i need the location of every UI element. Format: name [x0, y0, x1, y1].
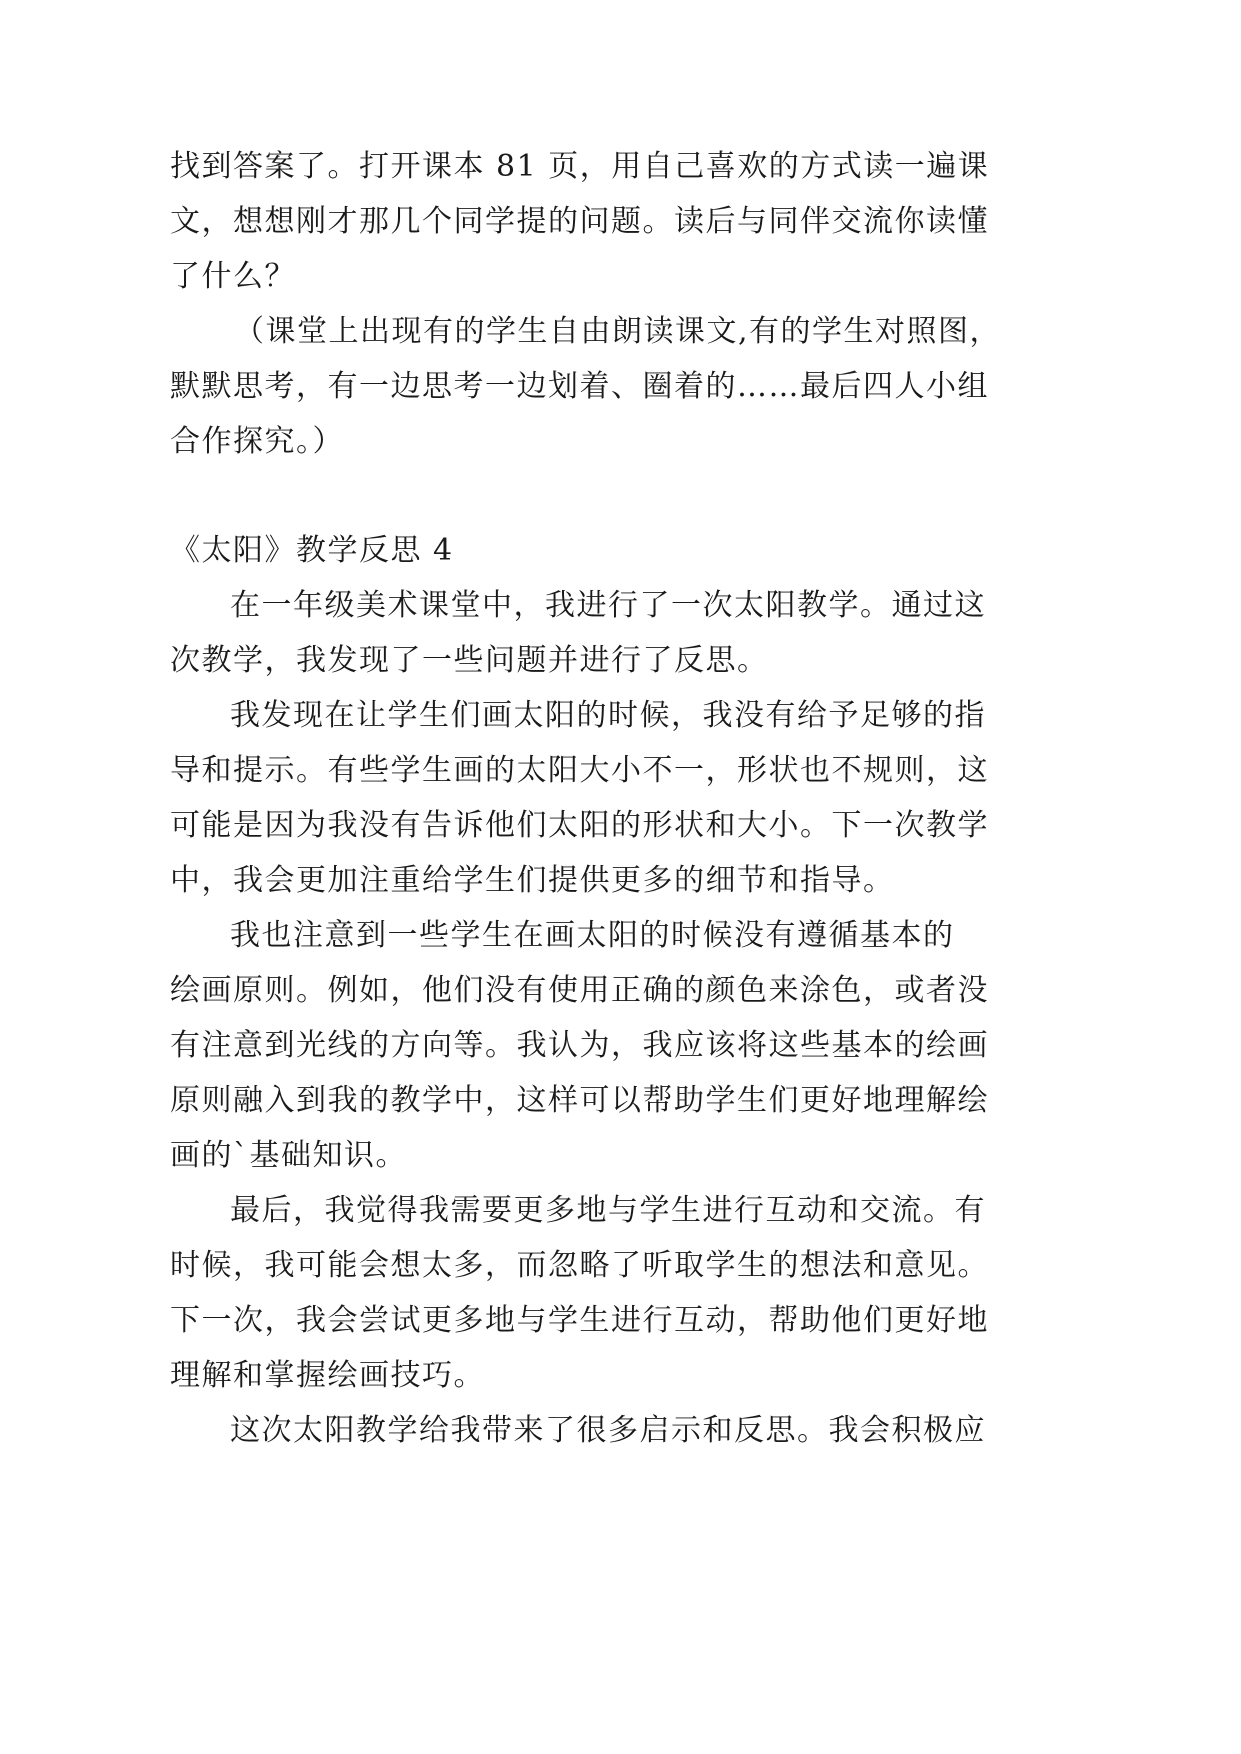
text-line: 在一年级美术课堂中，我进行了一次太阳教学。通过这 [230, 588, 986, 623]
text-line: 理解和掌握绘画技巧。 [170, 1358, 485, 1393]
text-line: （课堂上出现有的学生自由朗读课文,有的学生对照图， [234, 314, 1002, 349]
text-line: 绘画原则。例如，他们没有使用正确的颜色来涂色，或者没 [170, 973, 989, 1008]
text-line: 时候，我可能会想太多，而忽略了听取学生的想法和意见。 [170, 1248, 989, 1283]
text-line: 我发现在让学生们画太阳的时候，我没有给予足够的指 [230, 698, 986, 733]
text-line: 找到答案了。打开课本 81 页，用自己喜欢的方式读一遍课 [170, 149, 990, 184]
text-line: 导和提示。有些学生画的太阳大小不一，形状也不规则，这 [170, 753, 989, 788]
text-line: 这次太阳教学给我带来了很多启示和反思。我会积极应 [230, 1413, 986, 1448]
text-line: 默默思考，有一边思考一边划着、圈着的……最后四人小组 [170, 369, 989, 404]
text-line: 原则融入到我的教学中，这样可以帮助学生们更好地理解绘 [170, 1083, 989, 1118]
text-line: 有注意到光线的方向等。我认为，我应该将这些基本的绘画 [170, 1028, 989, 1063]
text-line: 下一次，我会尝试更多地与学生进行互动，帮助他们更好地 [170, 1303, 989, 1338]
text-line: 最后，我觉得我需要更多地与学生进行互动和交流。有 [230, 1193, 986, 1228]
section-heading: 《太阳》教学反思 4 [170, 533, 454, 568]
text-line: 次教学，我发现了一些问题并进行了反思。 [170, 643, 769, 678]
text-line: 画的`基础知识。 [170, 1138, 407, 1173]
text-line: 可能是因为我没有告诉他们太阳的形状和大小。下一次教学 [170, 808, 989, 843]
text-line: 了什么？ [170, 259, 296, 294]
text-line: 我也注意到一些学生在画太阳的时候没有遵循基本的 [230, 918, 955, 953]
text-line: 文，想想刚才那几个同学提的问题。读后与同伴交流你读懂 [170, 204, 989, 239]
text-line: 中，我会更加注重给学生们提供更多的细节和指导。 [170, 863, 895, 898]
text-line: 合作探究。） [170, 424, 344, 459]
